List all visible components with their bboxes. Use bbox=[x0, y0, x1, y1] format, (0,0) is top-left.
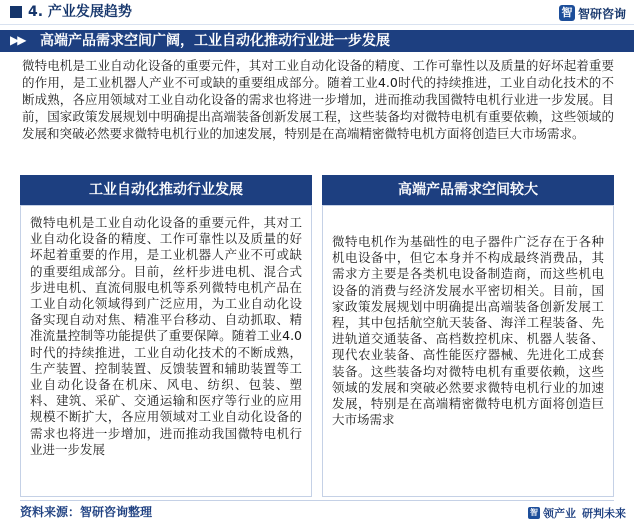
right-card-title: 高端产品需求空间较大 bbox=[322, 175, 614, 205]
brand-logo bbox=[559, 4, 626, 22]
left-card-title: 工业自动化推动行业发展 bbox=[20, 175, 312, 205]
banner-title: 高端产品需求空间广阔，工业自动化推动行业进一步发展 bbox=[40, 33, 390, 49]
section-title: 4. 产业发展趋势 bbox=[28, 4, 132, 20]
brand-name: 智研咨询 bbox=[577, 6, 626, 21]
right-card-body: 微特电机作为基础性的电子器件广泛存在于各种机电设备中，但它本身并不构成最终消费品，其需求方主要是各类机电设备制造商，而这些机电设备的消费与经济发展水平密切相关。目前，国家政策发展规划中明确提出高端装备创新发展工程，其中包括航空航天装备、海洋工程装备、先进轨道交通装备、高档数控机床、机器人装备、现代农业装备、高性能医疗器械、先进化工成套装备。这些装备均对微特电机有重要依赖，这些领域的发展和突破必然要求微特电机行业的加速发展，特别是在高端精密微特电机方面将创造巨大市场需求 bbox=[332, 234, 604, 428]
left-card-body: 微特电机是工业自动化设备的重要元件，其对工业自动化设备的精度、工作可靠性以及质量的好坏起着重要的作用，是工业机器人产业不可或缺的重要组成部分。目前，丝杆步进电机、混合式步进电机、直流伺服电机等系列微特电机产品在工业自动化领域得到广泛应用，为工业自动化设备实现自动对焦、精准平台移动、自动抓取、精准流量控制等功能提供了重要保障。随着工业4.0时代的持续推进，工业自动化技术的不断成熟，生产装置、控制装置、反馈装置和辅助装置等工业自动化设备在机床、风电、纺织、包装、塑料、建筑、采矿、交通运输和医疗等行业的应用规模不断扩大，各应用领域对工业自动化设备的需求也将进一步增加，进而推动我国微特电机行业进一步发展 bbox=[30, 215, 302, 457]
intro-paragraph: 微特电机是工业自动化设备的重要元件，其对工业自动化设备的精度、工作可靠性以及质量的好坏起着重要的作用，是工业机器人产业不可或缺的重要组成部分。随着工业4.0时代的持续推进，工业自动化技术的不断成熟，各应用领域对工业自动化设备的需求也将进一步增加，进而推动我国微特电机行业进一步发展。目前，国家政策发展规划中明确提出高端装备创新发展工程，这些装备均对微特电机有重要依赖，这些领域的发展和突破必然要求微特电机行业的加速发展，特别是在高端精密微特电机方面将创造巨大市场需求。 bbox=[22, 58, 614, 141]
source-note: 资料来源：智研咨询整理 bbox=[20, 505, 153, 519]
banner bbox=[0, 30, 634, 52]
slogan-part-1: 领产业 bbox=[543, 507, 576, 520]
footer-divider bbox=[20, 500, 614, 501]
section-marker-icon bbox=[10, 6, 22, 18]
double-arrow-icon: ▶▶ bbox=[10, 33, 25, 47]
right-card bbox=[322, 205, 614, 497]
left-card bbox=[20, 205, 312, 497]
slogan-logo-icon: 智 bbox=[530, 508, 538, 517]
top-bar bbox=[0, 0, 634, 25]
slogan-part-2: 研判未来 bbox=[582, 507, 626, 520]
footer-slogan bbox=[528, 505, 626, 521]
brand-mark-icon: 智 bbox=[559, 5, 575, 21]
